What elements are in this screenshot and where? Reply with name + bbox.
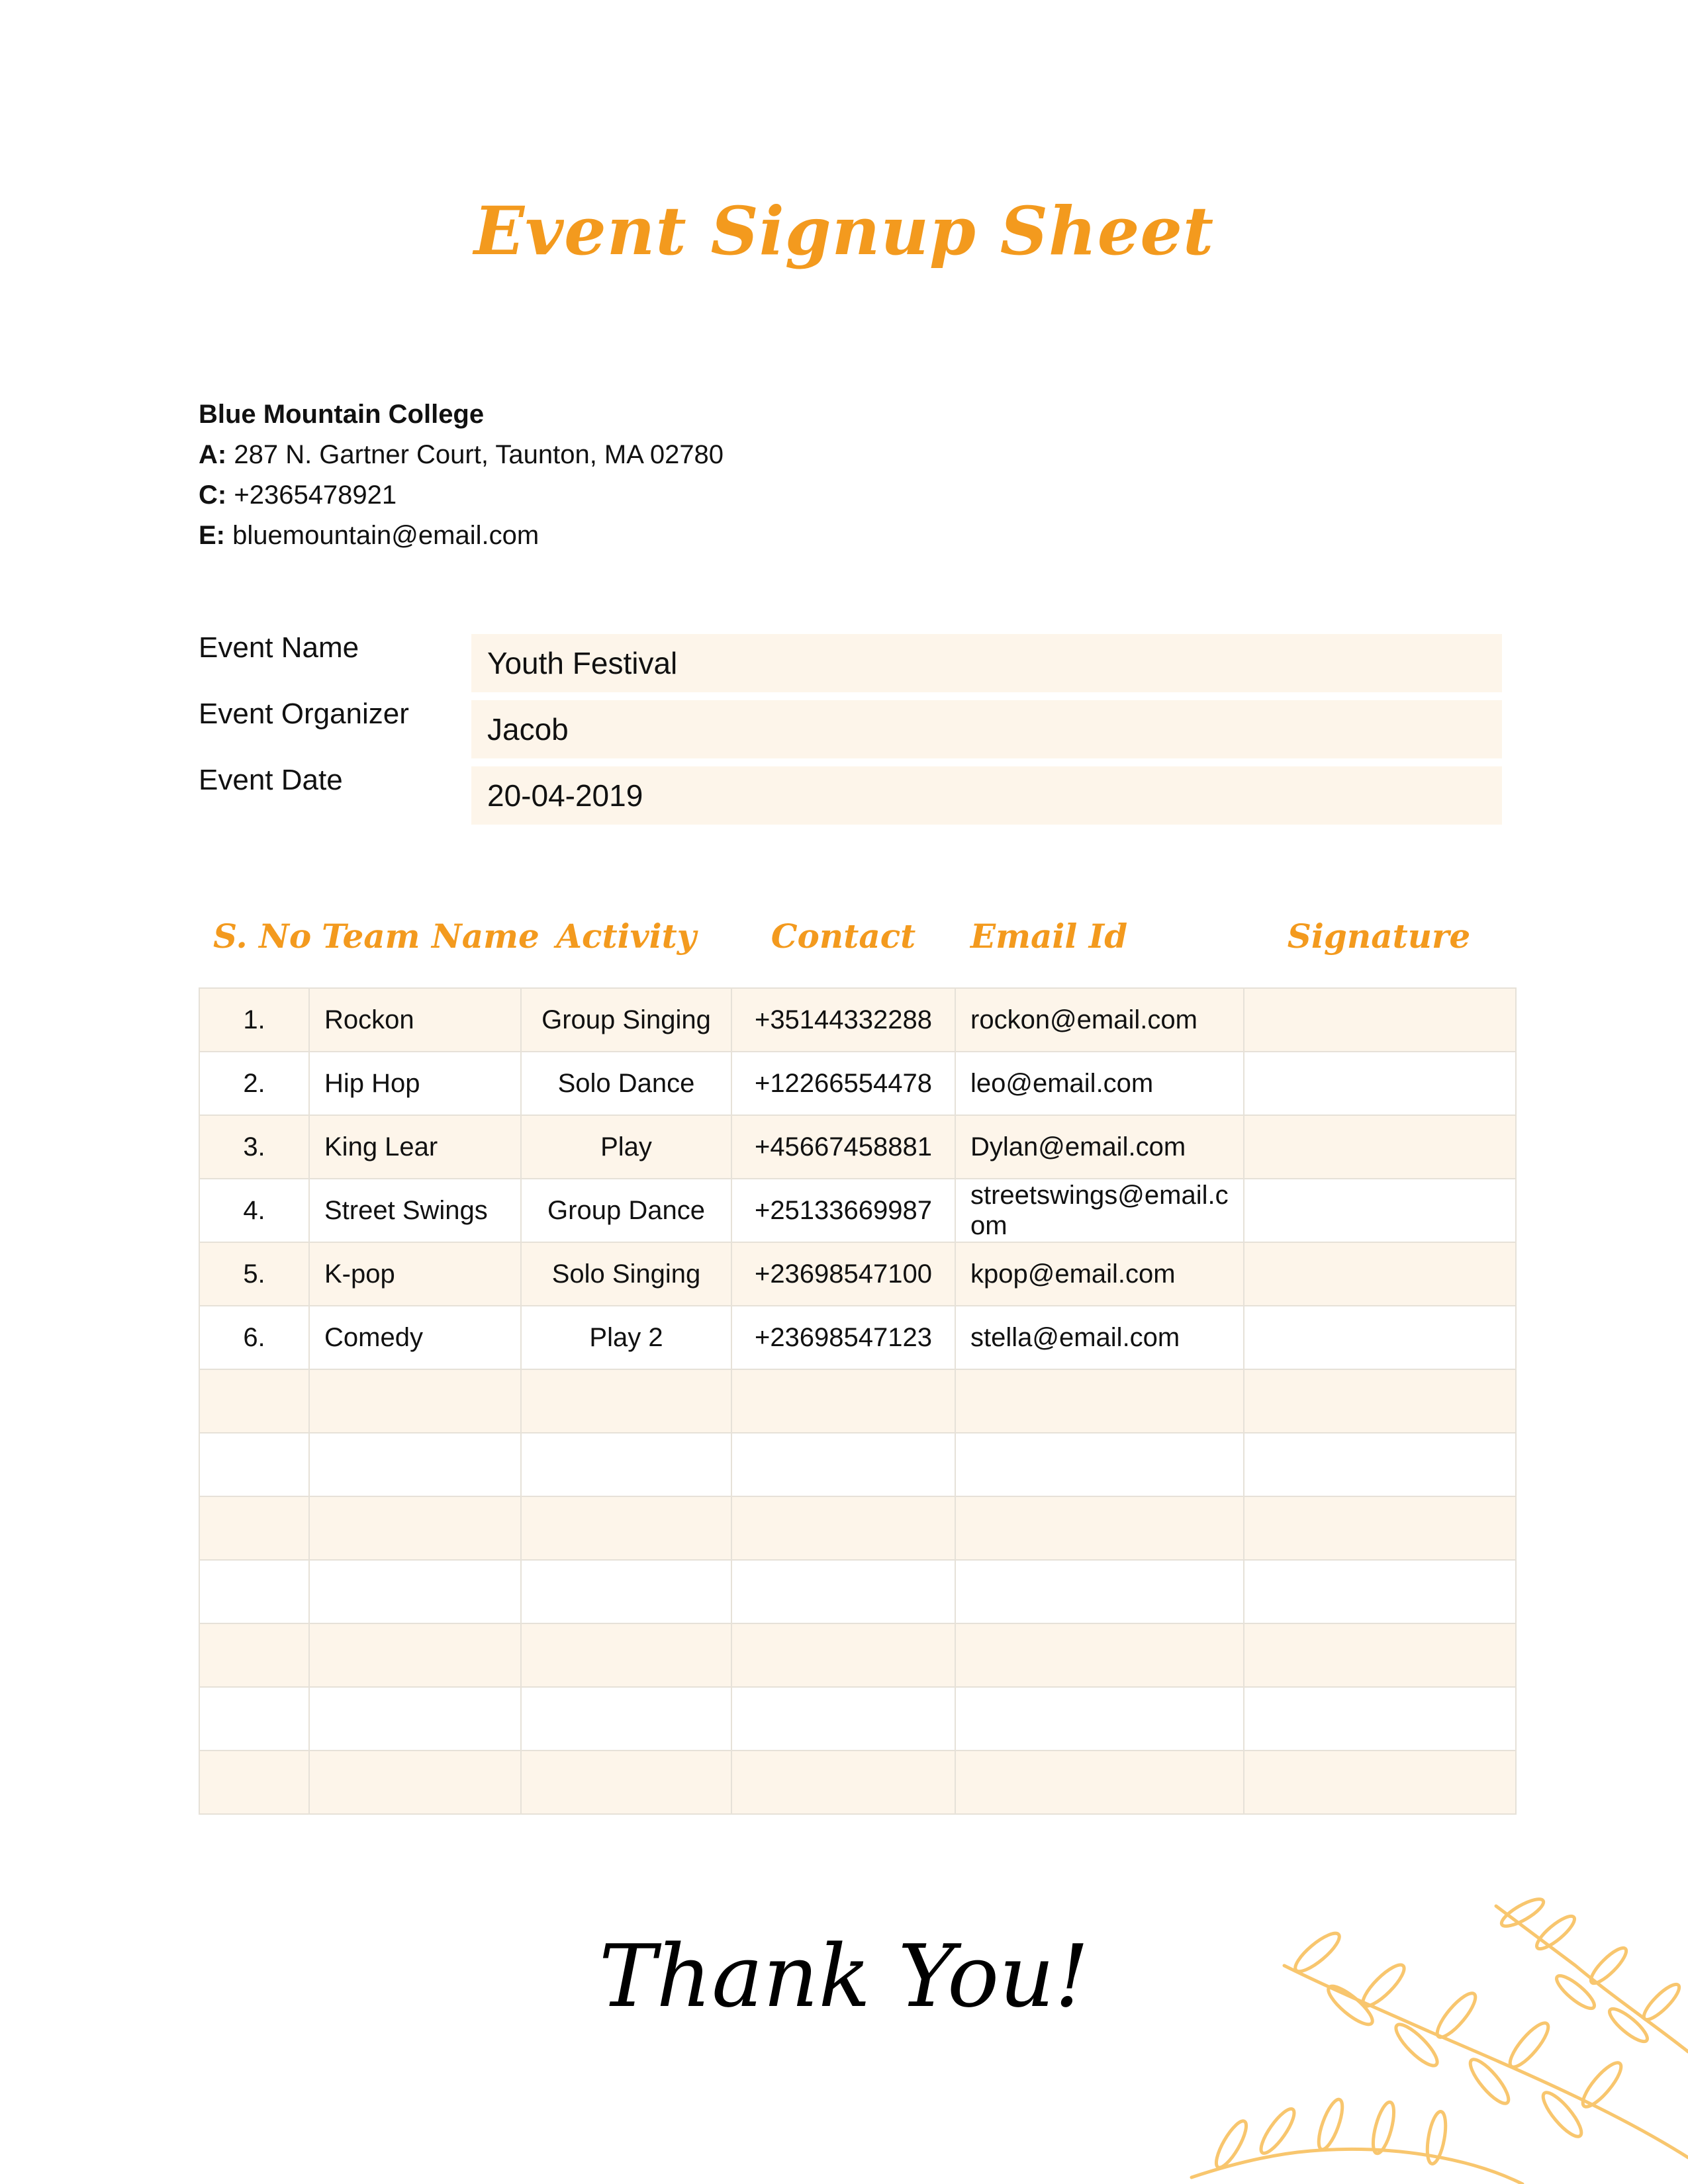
cell-email <box>955 1369 1244 1433</box>
cell-signature[interactable] <box>1244 1560 1516 1623</box>
cell-activity: Group Singing <box>521 988 731 1052</box>
phone-label: C: <box>199 480 227 510</box>
cell-sno: 3. <box>199 1115 309 1179</box>
address-label: A: <box>199 440 227 469</box>
header-activity: Activity <box>556 917 696 956</box>
thank-you-text: Thank You! <box>598 1926 1090 2026</box>
cell-email <box>955 1496 1244 1560</box>
cell-sno: 2. <box>199 1052 309 1115</box>
organization-phone <box>199 475 724 516</box>
cell-signature[interactable] <box>1244 988 1516 1052</box>
cell-team-name: Comedy <box>309 1306 521 1369</box>
cell-email: rockon@email.com <box>955 988 1244 1052</box>
cell-contact <box>731 1751 955 1814</box>
cell-signature[interactable] <box>1244 1496 1516 1560</box>
cell-signature[interactable] <box>1244 1751 1516 1814</box>
cell-contact <box>731 1496 955 1560</box>
cell-activity <box>521 1623 731 1687</box>
cell-sno <box>199 1687 309 1751</box>
cell-team-name <box>309 1623 521 1687</box>
cell-contact: +12266554478 <box>731 1052 955 1115</box>
table-row <box>199 1179 1516 1242</box>
header-sno: S. No <box>213 917 312 956</box>
event-name-label: Event Name <box>199 631 359 664</box>
cell-sno: 1. <box>199 988 309 1052</box>
cell-email <box>955 1560 1244 1623</box>
cell-team-name: King Lear <box>309 1115 521 1179</box>
event-date-field[interactable]: 20-04-2019 <box>471 766 1502 825</box>
cell-email <box>955 1433 1244 1496</box>
cell-team-name <box>309 1751 521 1814</box>
cell-activity <box>521 1687 731 1751</box>
organization-name: Blue Mountain College <box>199 400 485 429</box>
cell-sno <box>199 1623 309 1687</box>
table-row <box>199 1306 1516 1369</box>
cell-contact <box>731 1433 955 1496</box>
header-signature: Signature <box>1287 917 1471 956</box>
table-row <box>199 1560 1516 1623</box>
phone-value: +2365478921 <box>234 480 397 510</box>
cell-email <box>955 1623 1244 1687</box>
cell-contact: +25133669987 <box>731 1179 955 1242</box>
cell-contact <box>731 1369 955 1433</box>
table-row <box>199 1623 1516 1687</box>
cell-email: kpop@email.com <box>955 1242 1244 1306</box>
cell-contact: +23698547100 <box>731 1242 955 1306</box>
cell-email: Dylan@email.com <box>955 1115 1244 1179</box>
leaf-branch-icon <box>1152 1893 1688 2184</box>
header-contact: Contact <box>771 917 916 956</box>
cell-email: streetswings@email.com <box>955 1179 1244 1242</box>
cell-signature[interactable] <box>1244 1306 1516 1369</box>
cell-contact: +45667458881 <box>731 1115 955 1179</box>
cell-contact: +35144332288 <box>731 988 955 1052</box>
cell-activity: Play <box>521 1115 731 1179</box>
cell-team-name: Hip Hop <box>309 1052 521 1115</box>
event-date-label: Event Date <box>199 764 343 796</box>
table-row <box>199 1751 1516 1814</box>
cell-email <box>955 1751 1244 1814</box>
cell-sno <box>199 1560 309 1623</box>
table-row <box>199 1242 1516 1306</box>
cell-team-name <box>309 1687 521 1751</box>
email-label: E: <box>199 521 225 550</box>
cell-team-name <box>309 1496 521 1560</box>
cell-activity <box>521 1751 731 1814</box>
cell-activity <box>521 1433 731 1496</box>
cell-team-name <box>309 1560 521 1623</box>
cell-team-name: Street Swings <box>309 1179 521 1242</box>
event-organizer-label: Event Organizer <box>199 698 409 730</box>
cell-signature[interactable] <box>1244 1052 1516 1115</box>
organization-info <box>199 394 724 556</box>
cell-activity <box>521 1560 731 1623</box>
cell-activity: Play 2 <box>521 1306 731 1369</box>
table-row <box>199 1052 1516 1115</box>
table-row <box>199 1115 1516 1179</box>
event-organizer-field[interactable]: Jacob <box>471 700 1502 758</box>
cell-signature[interactable] <box>1244 1115 1516 1179</box>
cell-email: leo@email.com <box>955 1052 1244 1115</box>
cell-email: stella@email.com <box>955 1306 1244 1369</box>
header-email: Email Id <box>970 917 1128 956</box>
cell-sno <box>199 1369 309 1433</box>
cell-activity: Group Dance <box>521 1179 731 1242</box>
cell-sno: 6. <box>199 1306 309 1369</box>
table-row <box>199 1687 1516 1751</box>
signup-table <box>199 987 1517 1815</box>
page-title: Event Signup Sheet <box>473 192 1215 270</box>
table-row <box>199 1433 1516 1496</box>
cell-team-name <box>309 1369 521 1433</box>
cell-activity: Solo Dance <box>521 1052 731 1115</box>
cell-activity: Solo Singing <box>521 1242 731 1306</box>
table-row <box>199 988 1516 1052</box>
table-row <box>199 1369 1516 1433</box>
cell-activity <box>521 1496 731 1560</box>
cell-signature[interactable] <box>1244 1179 1516 1242</box>
cell-sno: 4. <box>199 1179 309 1242</box>
header-team-name: Team Name <box>322 917 539 956</box>
email-value: bluemountain@email.com <box>232 521 539 550</box>
cell-email <box>955 1687 1244 1751</box>
cell-team-name: K-pop <box>309 1242 521 1306</box>
cell-sno: 5. <box>199 1242 309 1306</box>
organization-address <box>199 435 724 475</box>
cell-contact <box>731 1560 955 1623</box>
cell-sno <box>199 1496 309 1560</box>
cell-signature[interactable] <box>1244 1369 1516 1433</box>
address-value: 287 N. Gartner Court, Taunton, MA 02780 <box>234 440 724 469</box>
organization-email <box>199 516 724 556</box>
table-row <box>199 1496 1516 1560</box>
cell-team-name: Rockon <box>309 988 521 1052</box>
cell-contact <box>731 1687 955 1751</box>
cell-signature[interactable] <box>1244 1242 1516 1306</box>
cell-contact: +23698547123 <box>731 1306 955 1369</box>
cell-activity <box>521 1369 731 1433</box>
cell-team-name <box>309 1433 521 1496</box>
event-name-field[interactable]: Youth Festival <box>471 634 1502 692</box>
cell-sno <box>199 1433 309 1496</box>
cell-signature[interactable] <box>1244 1687 1516 1751</box>
cell-signature[interactable] <box>1244 1623 1516 1687</box>
cell-contact <box>731 1623 955 1687</box>
cell-sno <box>199 1751 309 1814</box>
cell-signature[interactable] <box>1244 1433 1516 1496</box>
